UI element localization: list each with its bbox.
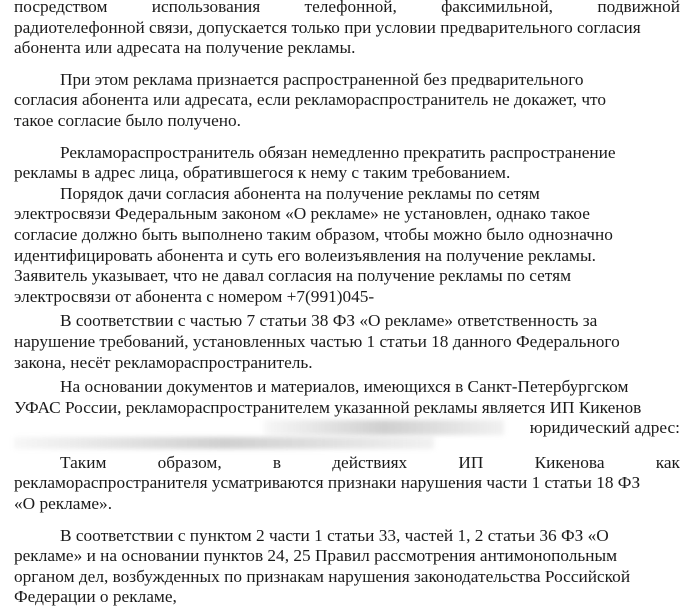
paragraph-3-line-1: Рекламораспространитель обязан немедленно прекратить распространение (60, 142, 616, 162)
word: использования (151, 0, 261, 16)
paragraph-6-line-1: На основании документов и материалов, имеющихся в Санкт-Петербургском (60, 377, 629, 397)
word: подвижной (597, 0, 680, 16)
word: действиях (332, 452, 408, 472)
word: ИП (458, 452, 484, 472)
paragraph-2-line-2: согласия абонента или адресата, если рекламораспространитель не докажет, что (14, 90, 607, 110)
paragraph-5-line-2: нарушение требований, установленных частью 1 статьи 18 данного Федерального (14, 331, 620, 351)
word: посредством (14, 0, 108, 16)
paragraph-4-line-3: согласие должно быть выполнено таким образом, чтобы можно было однозначно (14, 224, 613, 244)
paragraph-8-line-1: В соответствии с пунктом 2 части 1 статьи 33, частей 1, 2 статьи 36 ФЗ «О (60, 525, 609, 545)
word: в (272, 452, 282, 472)
paragraph-6-line-3-tail: юридический адрес: (529, 418, 680, 438)
paragraph-8-line-2: рекламе» и на основании пунктов 24, 25 Правил рассмотрения антимонопольным (14, 546, 618, 566)
paragraph-1-line-2: радиотелефонной связи, допускается только при условии предварительного согласия (14, 17, 641, 37)
word: телефонной, (304, 0, 397, 16)
paragraph-4-line-6: электросвязи от абонента с номером +7(991)045- (14, 286, 375, 306)
paragraph-8-line-4: Федерации о рекламе, (14, 587, 177, 607)
paragraph-7-line-2: рекламораспространителя усматриваются признаки нарушения части 1 статьи 18 ФЗ (14, 473, 641, 493)
paragraph-7-line-1 (14, 453, 680, 474)
paragraph-2-line-1: При этом реклама признается распространенной без предварительного (60, 69, 584, 89)
paragraph-6-line-2: УФАС России, рекламораспространителем указанной рекламы является ИП Кикенов (14, 397, 642, 417)
paragraph-4-line-2: электросвязи Федеральным законом «О рекламе» не установлен, однако такое (14, 204, 590, 224)
paragraph-6-line-3 (14, 418, 680, 439)
word: Таким (60, 452, 107, 472)
word: образом, (157, 452, 222, 472)
paragraph-5-line-3: закона, несёт рекламораспространитель. (14, 352, 313, 372)
paragraph-5-line-1: В соответствии с частью 7 статьи 38 ФЗ «О рекламе» ответственность за (60, 311, 598, 331)
paragraph-3-line-2: рекламы в адрес лица, обратившегося к нему с таким требованием. (14, 163, 511, 183)
paragraph-2-line-3: такое согласие было получено. (14, 110, 242, 130)
paragraph-7-line-3: «О рекламе». (14, 494, 113, 514)
word: факсимильной, (441, 0, 554, 16)
document-page (14, 0, 680, 607)
redacted-text (14, 437, 434, 449)
paragraph-4-line-5: Заявитель указывает, что не давал согласия на получение рекламы по сетям (14, 266, 572, 286)
paragraph-1-line-1 (14, 0, 680, 18)
paragraph-4-line-1: Порядок дачи согласия абонента на получение рекламы по сетям (60, 183, 540, 203)
paragraph-8-line-3: органом дел, возбужденных по признакам нарушения законодательства Российской (14, 566, 631, 586)
word: Кикенова (534, 452, 605, 472)
redacted-text (264, 420, 504, 435)
paragraph-4-line-4: идентифицировать абонента и суть его волеизъявления на получение рекламы. (14, 245, 596, 265)
redacted-address-line (14, 439, 680, 453)
paragraph-1-line-3: абонента или адресата на получение рекламы. (14, 38, 356, 58)
word: как (655, 452, 680, 472)
